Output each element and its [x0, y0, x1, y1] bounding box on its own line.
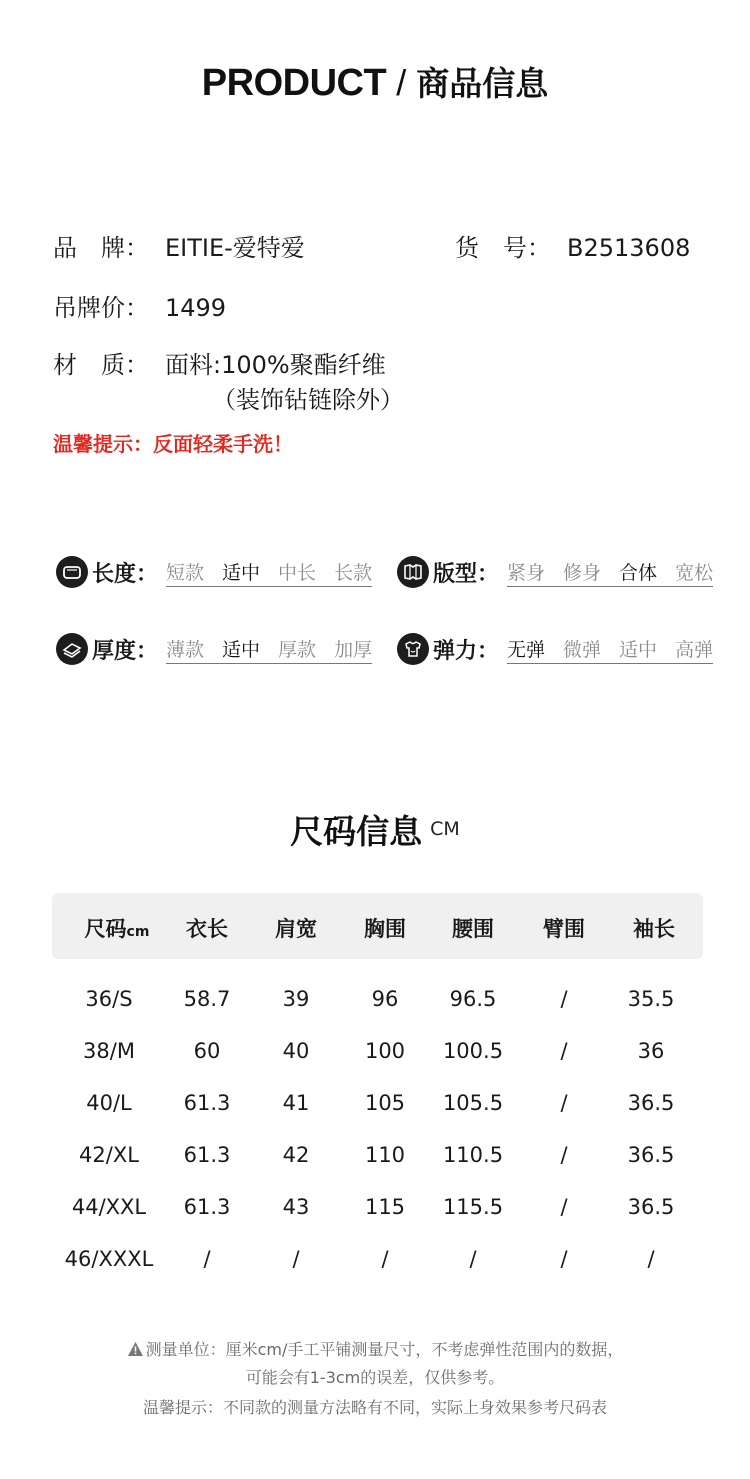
attr-length [56, 555, 372, 589]
table-cell: / [292, 1247, 300, 1271]
table-cell: 36/S [85, 987, 133, 1011]
attr-option: 修身 [563, 561, 602, 584]
size-title-unit: CM [430, 818, 460, 840]
table-cell: / [203, 1247, 211, 1271]
table-cell: / [469, 1247, 477, 1271]
table-cell: 96 [371, 987, 399, 1011]
note-line-2: 可能会有1-3cm的误差，仅供参考。 [245, 1368, 505, 1387]
attr-thickness [56, 632, 372, 666]
table-cell: 110 [364, 1143, 406, 1167]
table-cell: 42/XL [79, 1143, 139, 1167]
brand-label: 品 牌： [53, 234, 149, 262]
table-cell: 40/L [86, 1091, 132, 1115]
attr-option: 适中 [619, 638, 658, 661]
table-cell: 110.5 [442, 1143, 504, 1167]
table-cell: 40 [282, 1039, 310, 1063]
table-cell: / [560, 1091, 568, 1115]
size-section-title [0, 806, 750, 853]
attr-options [166, 635, 372, 664]
table-cell: 38/M [83, 1039, 135, 1063]
table-cell: 41 [282, 1091, 310, 1115]
table-cell: 115 [364, 1195, 406, 1219]
attr-option: 高弹 [675, 638, 714, 661]
table-cell: / [647, 1247, 655, 1271]
page-title [0, 58, 750, 105]
thickness-icon [56, 633, 88, 665]
table-cell: / [560, 1039, 568, 1063]
table-cell: 100.5 [442, 1039, 504, 1063]
table-cell: 60 [193, 1039, 221, 1063]
attr-label: 版型： [433, 561, 500, 587]
attr-options [507, 558, 713, 587]
price-label: 吊牌价： [53, 294, 149, 322]
table-cell: / [381, 1247, 389, 1271]
attr-option: 紧身 [507, 561, 546, 584]
attr-option: 中长 [278, 561, 317, 584]
attr-option: 薄款 [166, 638, 205, 661]
brand-value: EITIE-爱特爱 [165, 234, 305, 262]
table-cell: 43 [282, 1195, 310, 1219]
table-cell: 36.5 [627, 1195, 675, 1219]
table-cell: 58.7 [183, 987, 231, 1011]
attr-option: 短款 [166, 561, 205, 584]
material-row [53, 345, 386, 380]
size-table-header [52, 893, 703, 959]
header-sleeve: 袖长 [633, 917, 675, 941]
header-waist: 腰围 [452, 917, 494, 941]
header-size-text: 尺码 [84, 917, 127, 941]
sku-label: 货 号： [455, 234, 551, 262]
header-arm: 臂围 [543, 917, 585, 941]
material-value: 面料:100%聚酯纤维 [165, 351, 386, 379]
table-cell: 105.5 [442, 1091, 504, 1115]
price-value: 1499 [165, 294, 227, 322]
brand-row [53, 228, 305, 263]
table-cell: 115.5 [442, 1195, 504, 1219]
attr-fit [397, 555, 713, 589]
table-cell: 100 [364, 1039, 406, 1063]
attr-option: 长款 [334, 561, 373, 584]
price-row [53, 288, 226, 323]
table-cell: / [560, 1195, 568, 1219]
note-line-3: 温馨提示：不同款的测量方法略有不同，实际上身效果参考尺码表 [142, 1398, 607, 1417]
title-en: PRODUCT [201, 62, 387, 104]
fit-icon [397, 556, 429, 588]
length-icon [56, 556, 88, 588]
table-cell: 39 [282, 987, 310, 1011]
table-cell: 105 [364, 1091, 406, 1115]
table-cell: / [560, 1247, 568, 1271]
table-cell: 61.3 [183, 1143, 231, 1167]
attr-label: 厚度： [92, 638, 159, 664]
material-note: （装饰钻链除外） [212, 386, 404, 414]
attr-option: 微弹 [563, 638, 602, 661]
header-shoulder: 肩宽 [275, 917, 317, 941]
table-cell: 35.5 [627, 987, 675, 1011]
attr-option-selected: 适中 [222, 638, 261, 661]
title-cn: 商品信息 [416, 64, 549, 103]
header-chest: 胸围 [364, 917, 406, 941]
attr-option: 厚款 [278, 638, 317, 661]
attr-option: 加厚 [334, 638, 373, 661]
table-cell: 96.5 [449, 987, 497, 1011]
header-size-unit: cm [126, 924, 150, 940]
attr-option-selected: 适中 [222, 561, 261, 584]
sku-value: B2513608 [567, 234, 691, 262]
table-cell: 61.3 [183, 1091, 231, 1115]
table-cell: 36.5 [627, 1143, 675, 1167]
attr-label: 长度： [92, 561, 159, 587]
attr-option-selected: 无弹 [507, 638, 546, 661]
table-cell: / [560, 987, 568, 1011]
note-line-1 [0, 1337, 750, 1361]
table-cell: 61.3 [183, 1195, 231, 1219]
title-separator: / [396, 62, 407, 103]
table-cell: 44/XXL [71, 1195, 147, 1219]
attr-option-selected: 合体 [619, 561, 658, 584]
elasticity-icon [397, 633, 429, 665]
header-length: 衣长 [186, 917, 228, 941]
material-label: 材 质： [53, 351, 149, 379]
attr-option: 宽松 [675, 561, 714, 584]
warning-icon [127, 1341, 144, 1361]
table-cell: 36 [637, 1039, 665, 1063]
size-title-text: 尺码信息 [290, 812, 423, 851]
table-cell: 42 [282, 1143, 310, 1167]
table-cell: 46/XXXL [64, 1247, 154, 1271]
care-warning: 温馨提示：反面轻柔手洗！ [53, 432, 293, 456]
attr-options [166, 558, 372, 587]
attr-elasticity [397, 632, 713, 666]
sku-row [455, 228, 690, 263]
table-cell: / [560, 1143, 568, 1167]
note-line-1-text: 测量单位：厘米cm/手工平铺测量尺寸，不考虑弹性范围内的数据， [145, 1340, 624, 1359]
attr-label: 弹力： [433, 638, 500, 664]
table-cell: 36.5 [627, 1091, 675, 1115]
attr-options [507, 635, 713, 664]
